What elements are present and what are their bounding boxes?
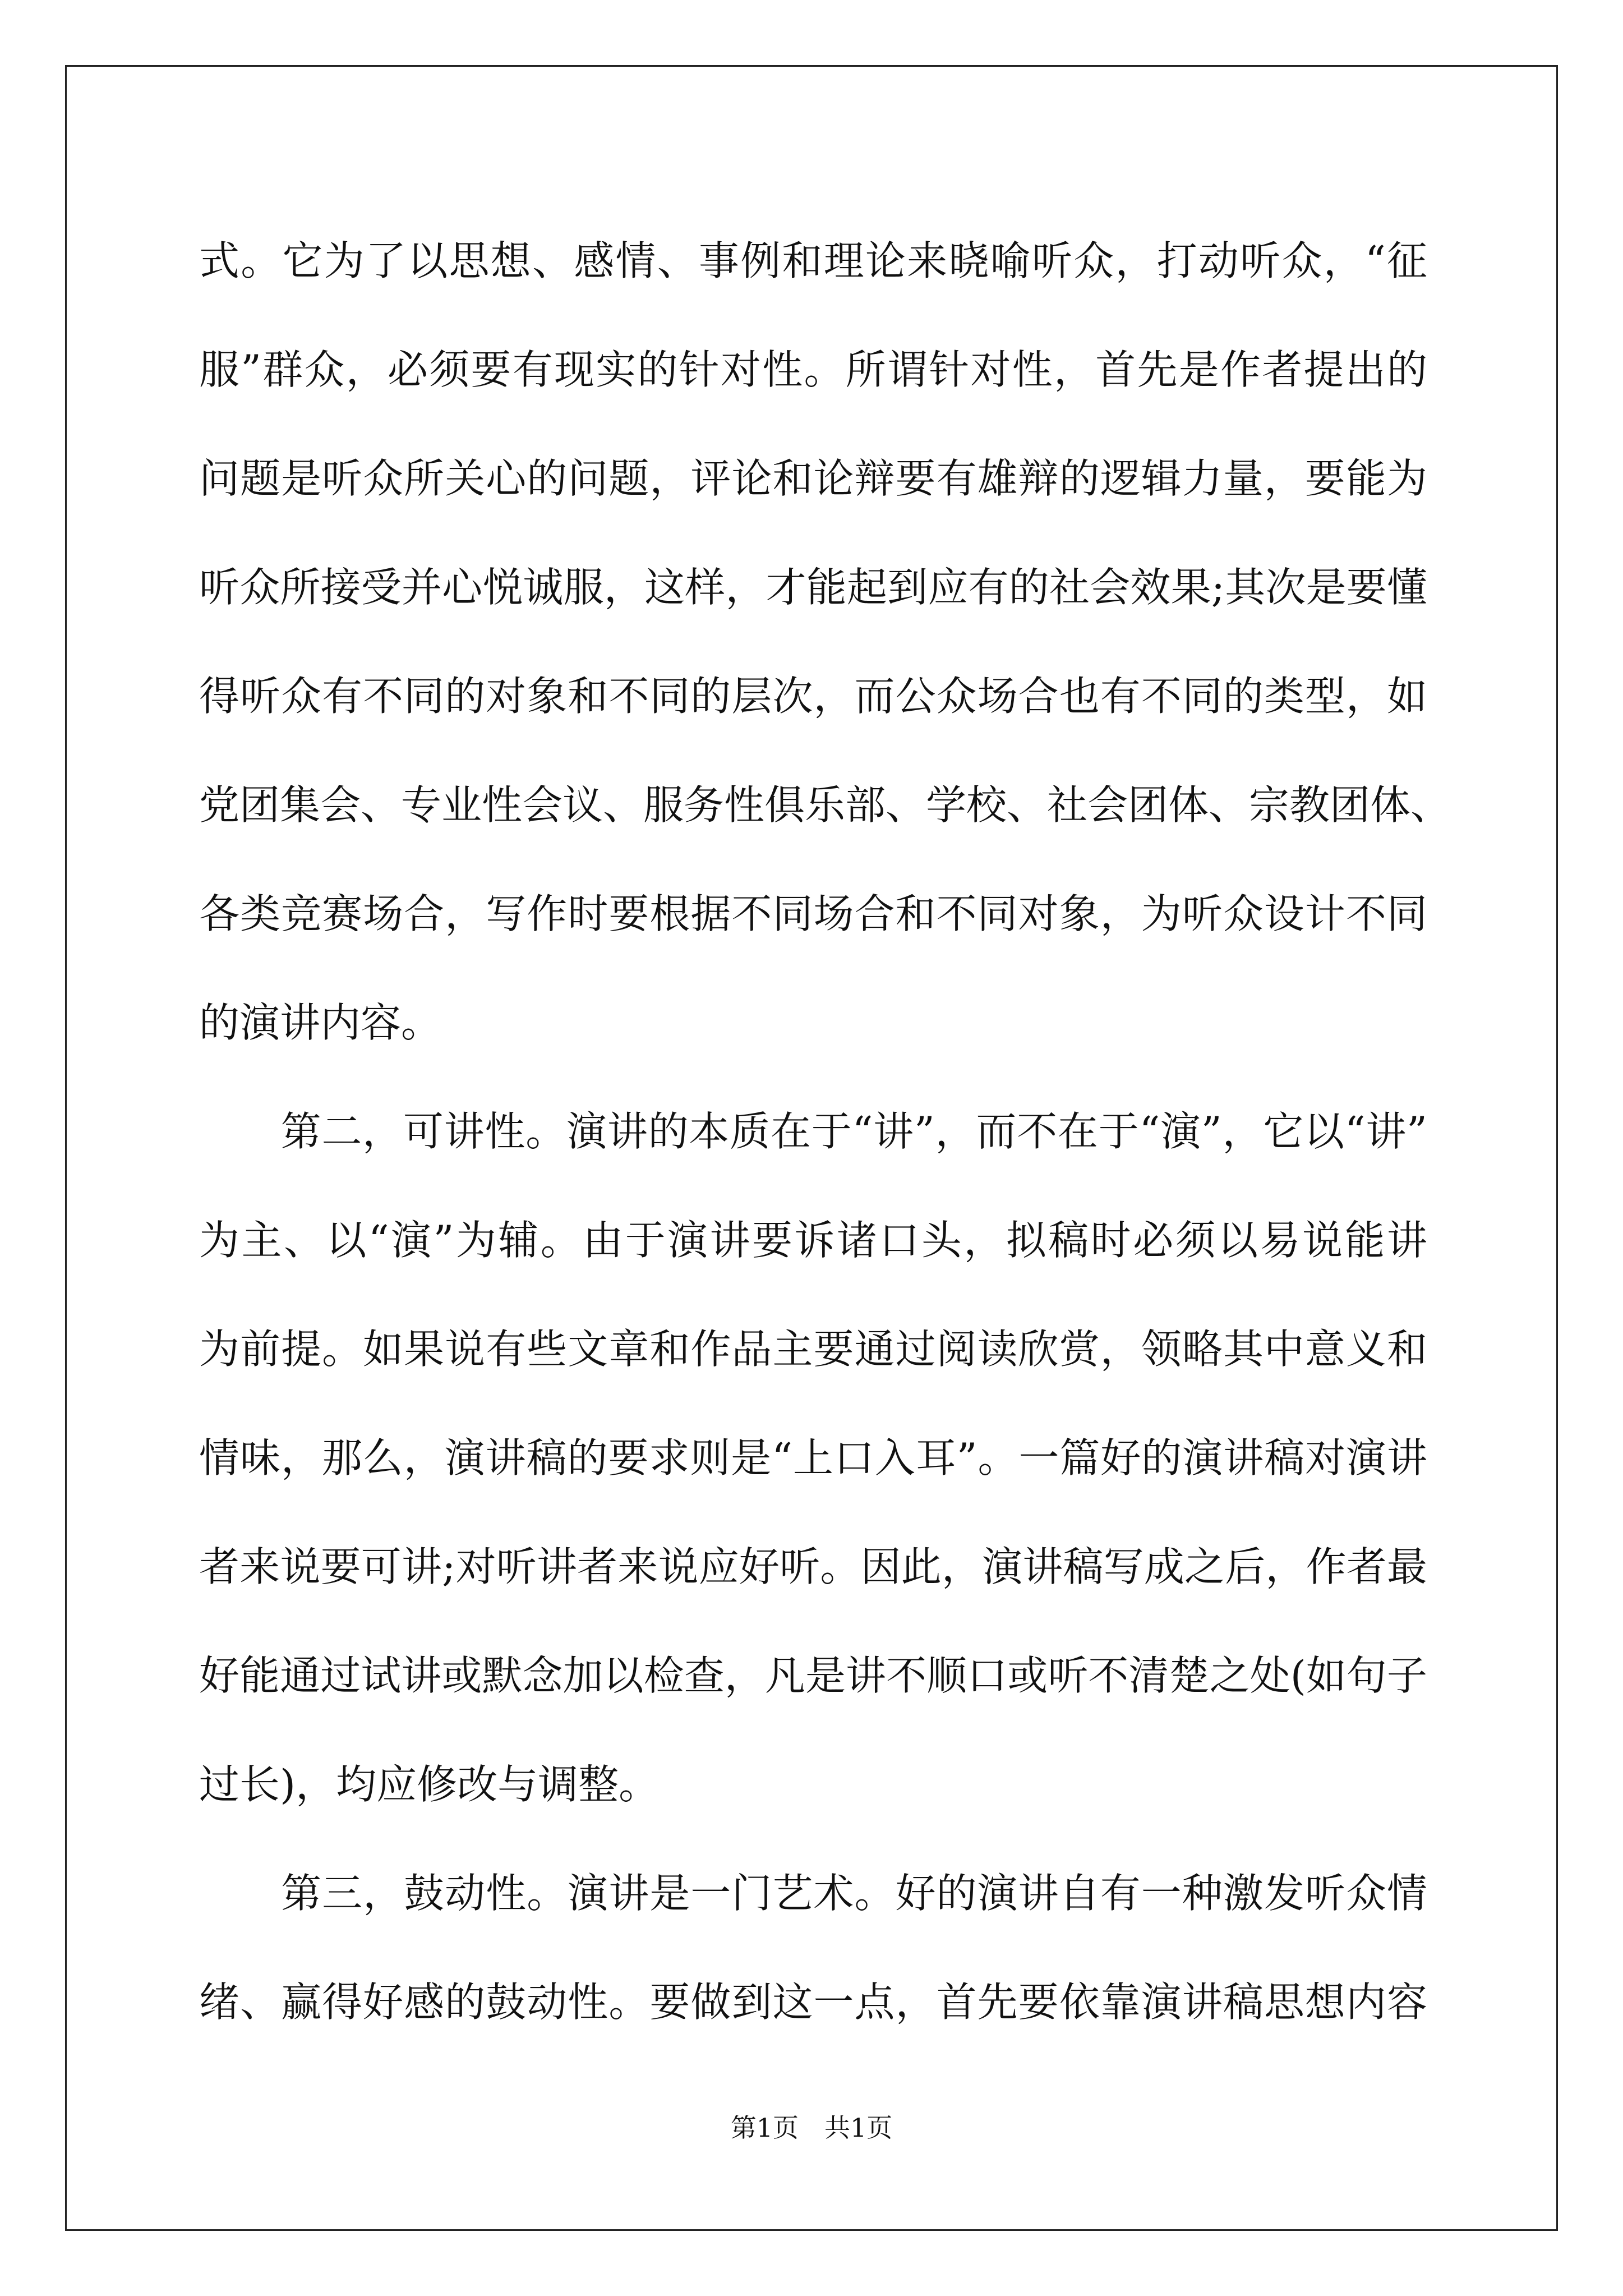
text-line: 的演讲内容。: [199, 999, 442, 1046]
text-line: 听众所接受并心悦诚服，这样，才能起到应有的社会效果;其次是要懂: [199, 564, 1427, 611]
text-line: 第二，可讲性。演讲的本质在于“讲”，而不在于“演”，它以“讲”: [199, 1108, 1427, 1155]
text-line: 得听众有不同的对象和不同的层次，而公众场合也有不同的类型，如: [199, 673, 1427, 720]
text-line: 绪、赢得好感的鼓动性。要做到这一点，首先要依靠演讲稿思想内容: [199, 1978, 1427, 2026]
text-line: 好能通过试讲或默念加以检查，凡是讲不顺口或听不清楚之处(如句子: [199, 1652, 1427, 1699]
page-total: 共1页: [824, 2113, 893, 2143]
page-footer: [0, 2111, 1623, 2145]
text-line: 情味，那么，演讲稿的要求则是“上口入耳”。一篇好的演讲稿对演讲: [199, 1434, 1427, 1481]
text-line: 过长)，均应修改与调整。: [199, 1761, 660, 1808]
text-line: 第三，鼓动性。演讲是一门艺术。好的演讲自有一种激发听众情: [199, 1870, 1427, 1917]
text-line: 党团集会、专业性会议、服务性俱乐部、学校、社会团体、宗教团体、: [199, 781, 1451, 829]
text-line: 式。它为了以思想、感情、事例和理论来晓喻听众，打动听众，“征: [199, 237, 1427, 284]
document-body: [199, 206, 1451, 2056]
text-line: 者来说要可讲;对听讲者来说应好听。因此，演讲稿写成之后，作者最: [199, 1543, 1427, 1590]
text-line: 各类竞赛场合，写作时要根据不同场合和不同对象，为听众设计不同: [199, 890, 1427, 937]
text-line: 为前提。如果说有些文章和作品主要通过阅读欣赏，领略其中意义和: [199, 1326, 1427, 1373]
text-line: 服”群众，必须要有现实的针对性。所谓针对性，首先是作者提出的: [199, 346, 1427, 393]
text-line: 为主、以“演”为辅。由于演讲要诉诸口头，拟稿时必须以易说能讲: [199, 1217, 1427, 1264]
text-line: 问题是听众所关心的问题，评论和论辩要有雄辩的逻辑力量，要能为: [199, 455, 1427, 502]
page-number: 第1页: [730, 2113, 799, 2143]
